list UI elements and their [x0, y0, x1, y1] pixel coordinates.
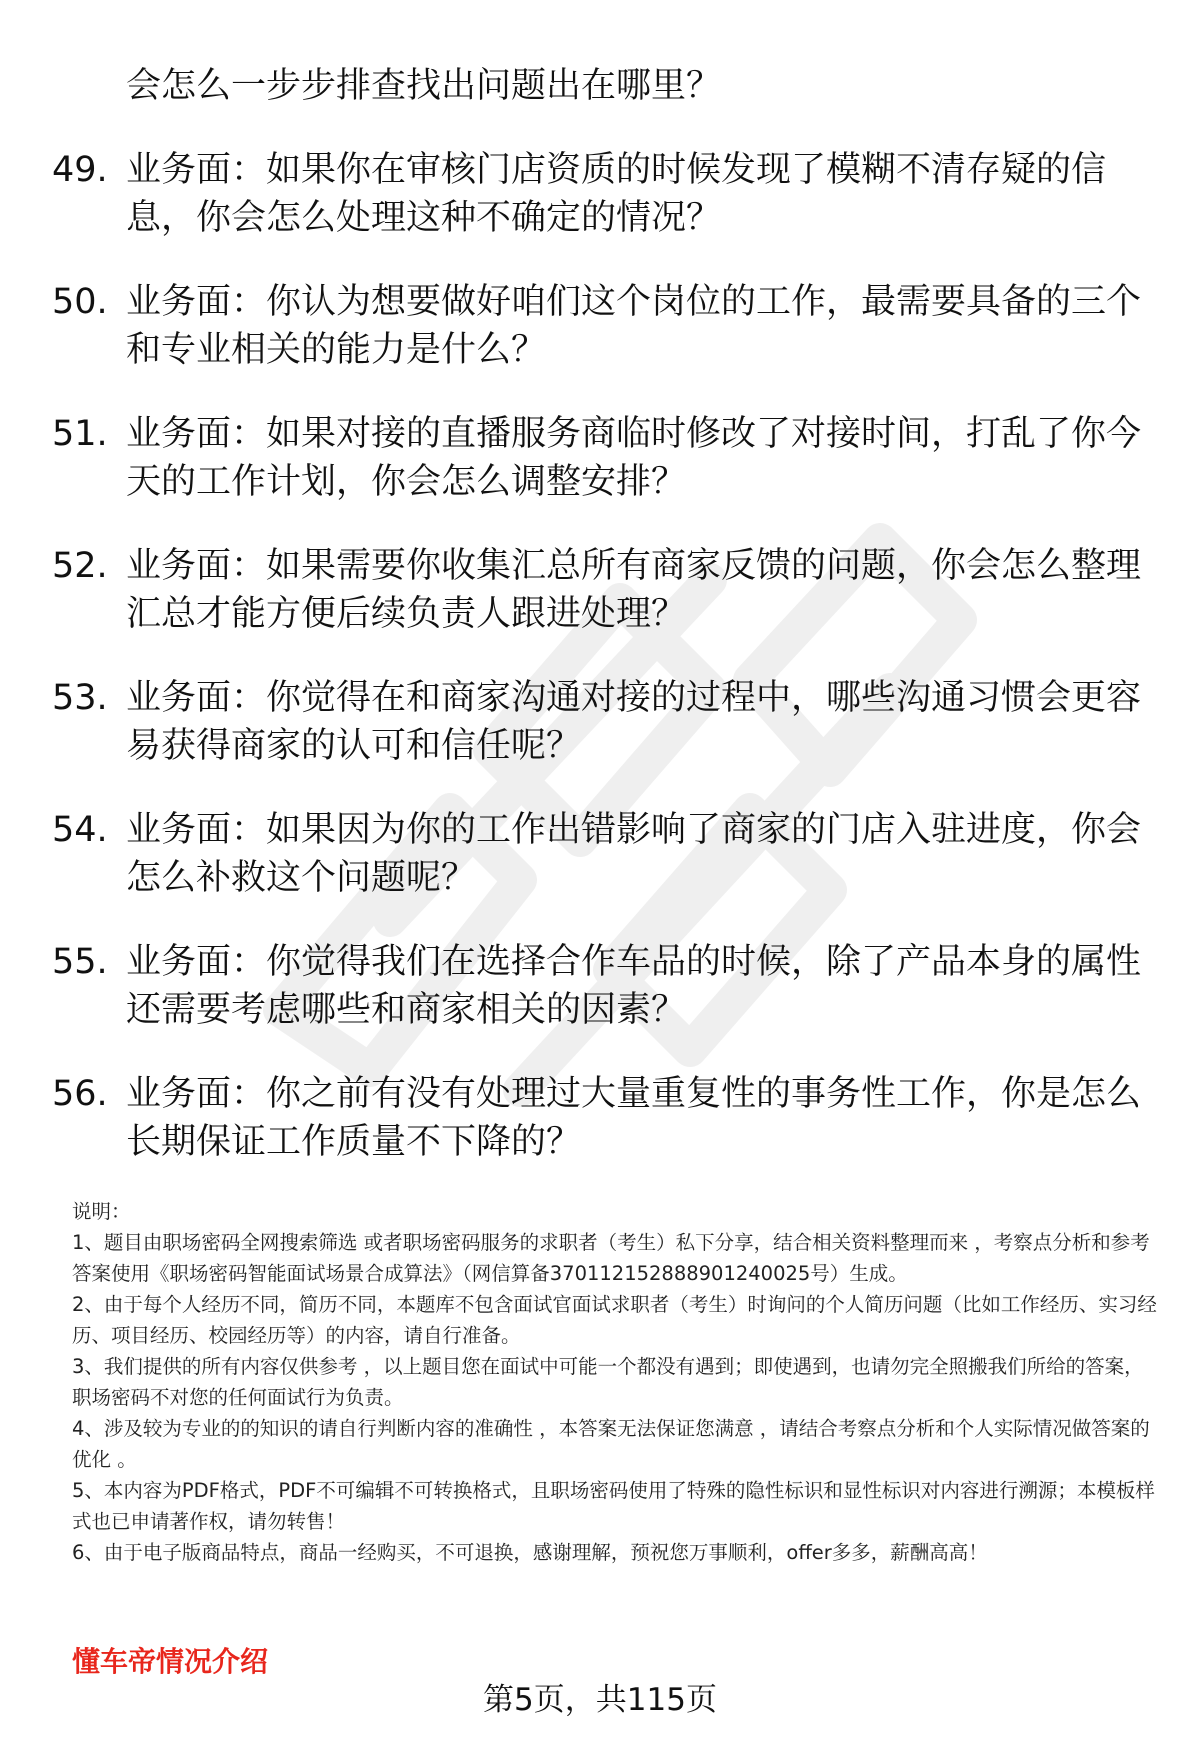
- question-item: [52, 1070, 1152, 1202]
- question-number: 53.: [52, 678, 108, 718]
- question-number: 52.: [52, 546, 108, 586]
- question-text: 业务面：如果需要你收集汇总所有商家反馈的问题，你会怎么整理汇总才能方便后续负责人跟进处理？: [126, 546, 1142, 634]
- question-number: 56.: [52, 1074, 108, 1114]
- question-number: 54.: [52, 810, 108, 850]
- question-item: [52, 938, 1152, 1070]
- disclaimer-notes: [72, 1196, 1157, 1568]
- note-item: 5、本内容为PDF格式，PDF不可编辑不可转换格式，且职场密码使用了特殊的隐性标识和显性标识对内容进行溯源；本模板样式也已申请著作权，请勿转售！: [72, 1479, 1155, 1533]
- section-title: 懂车帝情况介绍: [72, 1645, 269, 1678]
- question-text: 业务面：你之前有没有处理过大量重复性的事务性工作，你是怎么长期保证工作质量不下降的？: [126, 1074, 1142, 1162]
- question-item: [52, 410, 1152, 542]
- question-number: 50.: [52, 282, 108, 322]
- note-item: 3、我们提供的所有内容仅供参考 ，以上题目您在面试中可能一个都没有遇到；即使遇到，也请勿完全照搬我们所给的答案，职场密码不对您的任何面试行为负责。: [72, 1355, 1144, 1409]
- continued-question-text: 会怎么一步步排查找出问题出在哪里？: [126, 66, 722, 106]
- question-item: [52, 806, 1152, 938]
- question-item: [52, 146, 1152, 278]
- question-list: [52, 146, 1152, 1202]
- note-item: 4、涉及较为专业的的知识的请自行判断内容的准确性 ，本答案无法保证您满意 ，请结合考察点分析和个人实际情况做答案的优化 。: [72, 1417, 1150, 1471]
- question-item: [52, 674, 1152, 806]
- question-text: 业务面：如果对接的直播服务商临时修改了对接时间，打乱了你今天的工作计划，你会怎么调整安排？: [126, 414, 1142, 502]
- question-text: 业务面：如果你在审核门店资质的时候发现了模糊不清存疑的信息，你会怎么处理这种不确定的情况？: [126, 150, 1107, 238]
- note-item: 2、由于每个人经历不同，简历不同，本题库不包含面试官面试求职者（考生）时询问的个人简历问题（比如工作经历、实习经历、项目经历、校园经历等）的内容，请自行准备。: [72, 1293, 1157, 1347]
- question-item: [52, 278, 1152, 410]
- notes-title: 说明：: [72, 1200, 131, 1223]
- question-text: 业务面：如果因为你的工作出错影响了商家的门店入驻进度，你会怎么补救这个问题呢？: [126, 810, 1142, 898]
- note-item: 1、题目由职场密码全网搜索筛选 或者职场密码服务的求职者（考生）私下分享，结合相关资料整理而来 ，考察点分析和参考答案使用《职场密码智能面试场景合成算法》（网信算备370112152888901240025号）生成。: [72, 1231, 1150, 1285]
- question-text: 业务面：你认为想要做好咱们这个岗位的工作，最需要具备的三个和专业相关的能力是什么？: [126, 282, 1142, 370]
- page-number: 第5页，共115页: [483, 1682, 717, 1718]
- question-text: 业务面：你觉得在和商家沟通对接的过程中，哪些沟通习惯会更容易获得商家的认可和信任呢？: [126, 678, 1142, 766]
- question-text: 业务面：你觉得我们在选择合作车品的时候，除了产品本身的属性还需要考虑哪些和商家相关的因素？: [126, 942, 1142, 1030]
- question-item: [52, 542, 1152, 674]
- question-number: 55.: [52, 942, 108, 982]
- question-number: 49.: [52, 150, 108, 190]
- note-item: 6、由于电子版商品特点，商品一经购买，不可退换，感谢理解，预祝您万事顺利，offer多多，薪酬高高！: [72, 1541, 988, 1564]
- question-number: 51.: [52, 414, 108, 454]
